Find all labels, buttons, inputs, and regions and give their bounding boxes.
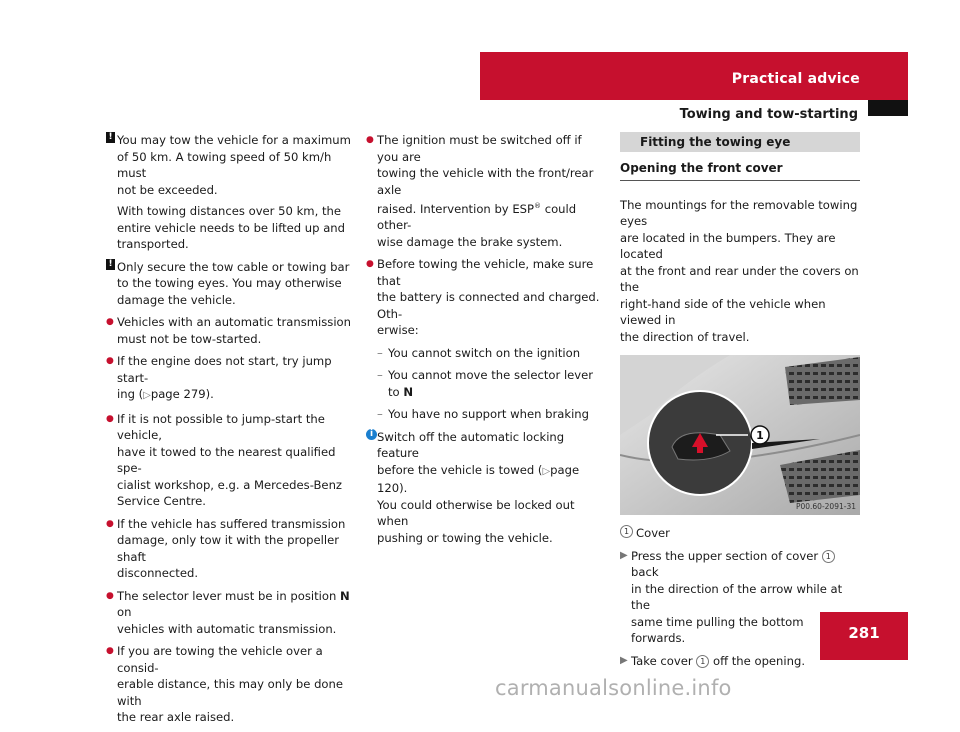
text-line: damage, only tow it with the propeller shaft	[117, 533, 339, 564]
text-line: same time pulling the bottom forwards.	[631, 614, 804, 645]
bullet-item	[106, 411, 352, 510]
callout-number-badge: 1	[620, 525, 633, 538]
text-line: The selector lever must be in position N on	[117, 588, 350, 619]
photo-code: P00.60-2091-31	[795, 502, 856, 511]
info-icon: i	[366, 429, 377, 440]
dash-icon: –	[377, 407, 383, 422]
bullet-item	[106, 516, 352, 582]
text-line: erable distance, this may only be done with	[117, 677, 344, 708]
bullet-icon: ●	[366, 135, 374, 145]
bullet-icon: ●	[106, 317, 114, 327]
text-line: cialist workshop, e.g. a Mercedes-Benz	[117, 477, 342, 492]
text-line: If the vehicle has suffered transmission	[117, 516, 346, 531]
warning-note-2	[106, 259, 352, 309]
text-line: If the engine does not start, try jump start-	[117, 354, 332, 385]
text-line: wise damage the brake system.	[377, 234, 563, 249]
column-right	[620, 132, 860, 675]
warning-icon: !	[106, 132, 115, 143]
page-reference-icon: ▷	[143, 390, 151, 401]
callout-number-badge: 1	[696, 655, 709, 668]
bullet-icon: ●	[106, 590, 114, 601]
text-line: You have no support when braking	[388, 407, 589, 422]
chapter-title: Towing and tow-starting	[679, 107, 858, 122]
text-line: If you are towing the vehicle over a consid-	[117, 644, 323, 675]
page-number-box	[820, 612, 908, 660]
text-line: You could otherwise be locked out when	[377, 497, 575, 529]
text-line: If it is not possible to jump-start the vehicle,	[117, 411, 325, 442]
dash-icon: –	[377, 345, 383, 360]
text-line: the battery is connected and charged. Oth-	[377, 290, 600, 321]
header-tab-marker	[868, 100, 908, 116]
text-line: The mountings for the removable towing eyes	[620, 197, 858, 228]
page-reference-icon: ▷	[542, 465, 551, 477]
bullet-item	[366, 256, 606, 339]
text-line: not be exceeded.	[117, 182, 218, 197]
text-line: towing the vehicle with the front/rear axle	[377, 166, 594, 197]
text-line: Switch off the automatic locking feature	[377, 429, 565, 461]
text-line: You cannot move the selector lever to N	[388, 368, 594, 399]
text-line: raised. Intervention by ESP® could other-	[377, 201, 577, 233]
step-arrow-icon: ▶	[620, 549, 628, 561]
section-heading: Fitting the towing eye	[620, 132, 860, 152]
text-line: right-hand side of the vehicle when viewed in	[620, 296, 826, 327]
info-note	[366, 429, 606, 547]
text-line: must not be tow-started.	[117, 331, 262, 346]
callout-number-badge: 1	[822, 550, 835, 563]
watermark: carmanualsonline.info	[495, 676, 732, 700]
text-line: the direction of travel.	[620, 329, 750, 344]
text-line: Press the upper section of cover 1 back	[631, 548, 860, 581]
text-line: damage the vehicle.	[117, 292, 236, 307]
column-left	[106, 132, 352, 732]
bumper-illustration	[620, 355, 860, 515]
text-line: of 50 km. A towing speed of 50 km/h must	[117, 149, 332, 180]
sub-heading: Opening the front cover	[620, 160, 860, 181]
bullet-icon: ●	[366, 259, 374, 270]
text-line: You cannot switch on the ignition	[388, 345, 581, 360]
text-line: erwise:	[377, 323, 419, 338]
bullet-icon: ●	[106, 518, 114, 529]
legend-label: Cover	[636, 526, 670, 540]
text-line: Service Centre.	[117, 494, 206, 508]
legend-item	[620, 525, 860, 542]
text-line: Only secure the tow cable or towing bar	[117, 259, 350, 274]
text-line: vehicles with automatic transmission.	[117, 621, 337, 636]
bullet-item	[366, 132, 606, 250]
bullet-item	[106, 643, 352, 726]
text-line: Before towing the vehicle, make sure that	[377, 257, 594, 288]
text-line: Take cover 1 off the opening.	[631, 653, 806, 668]
text-line: at the front and rear under the covers on the	[620, 263, 859, 294]
text-line: before the vehicle is towed (▷page 120).	[377, 462, 580, 496]
text-line: entire vehicle needs to be lifted up and	[117, 220, 346, 235]
bullet-item	[106, 353, 352, 405]
dash-item	[366, 406, 606, 423]
text-line: Vehicles with an automatic transmission	[117, 315, 351, 329]
text-line: The ignition must be switched off if you are	[377, 133, 582, 164]
dash-icon: –	[377, 368, 383, 383]
text-line: the rear axle raised.	[117, 710, 235, 724]
text-line: to the towing eyes. You may otherwise	[117, 276, 342, 290]
warning-note-1	[106, 132, 352, 253]
text-line: have it towed to the nearest qualified spe-	[117, 444, 336, 475]
bullet-icon: ●	[106, 356, 114, 366]
text-line: disconnected.	[117, 566, 199, 580]
bullet-item	[106, 314, 352, 347]
text-line: are located in the bumpers. They are located	[620, 230, 836, 261]
text-line: in the direction of the arrow while at the	[631, 581, 843, 612]
dash-item	[366, 345, 606, 362]
photo-callout-number: 1	[756, 429, 764, 442]
warning-icon: !	[106, 259, 115, 270]
section-title: Practical advice	[731, 71, 860, 87]
page-number: 281	[848, 624, 880, 642]
section-header-band	[480, 52, 908, 100]
text-line: With towing distances over 50 km, the	[117, 204, 341, 218]
bullet-icon: ●	[106, 646, 114, 656]
text-line: transported.	[117, 237, 189, 251]
column-middle	[366, 132, 606, 552]
step-arrow-icon: ▶	[620, 654, 628, 666]
dash-item	[366, 367, 606, 400]
bullet-icon: ●	[106, 413, 114, 424]
text-line: pushing or towing the vehicle.	[377, 530, 553, 545]
text-line: ing (▷page 279).	[117, 387, 214, 401]
text-line: You may tow the vehicle for a maximum	[117, 133, 351, 147]
bumper-cover-photo	[620, 355, 860, 515]
bullet-item	[106, 588, 352, 638]
